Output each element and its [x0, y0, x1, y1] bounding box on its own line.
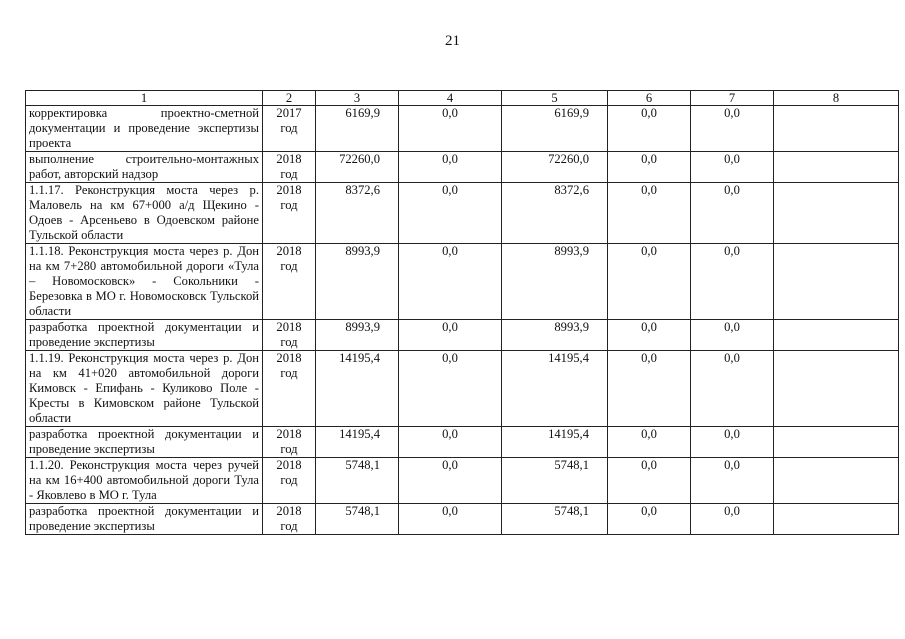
row-description: разработка проектной документации и проведение экспертизы	[26, 427, 263, 458]
row-value-col-7: 0,0	[691, 427, 774, 458]
row-value-col-6: 0,0	[608, 183, 691, 244]
row-value-col-3: 8993,9	[316, 244, 399, 320]
row-value-col-7: 0,0	[691, 351, 774, 427]
row-value-col-3: 14195,4	[316, 427, 399, 458]
row-year: 2018	[276, 458, 302, 472]
table-header-row	[26, 91, 899, 106]
row-value-col-3: 14195,4	[316, 351, 399, 427]
row-period	[263, 458, 316, 504]
table-row	[26, 152, 899, 183]
row-value-col-5: 5748,1	[502, 504, 608, 535]
row-year-unit: год	[280, 366, 298, 380]
column-header-4: 4	[399, 91, 502, 106]
row-description: разработка проектной документации и проведение экспертизы	[26, 320, 263, 351]
row-value-col-8	[774, 504, 899, 535]
row-value-col-8	[774, 427, 899, 458]
column-header-7: 7	[691, 91, 774, 106]
table-row	[26, 320, 899, 351]
row-value-col-4: 0,0	[399, 183, 502, 244]
row-period	[263, 106, 316, 152]
row-year-unit: год	[280, 121, 298, 135]
row-value-col-3: 6169,9	[316, 106, 399, 152]
row-value-col-5: 14195,4	[502, 351, 608, 427]
row-value-col-4: 0,0	[399, 244, 502, 320]
table-row	[26, 504, 899, 535]
table-row	[26, 351, 899, 427]
row-year-unit: год	[280, 167, 298, 181]
row-year: 2018	[276, 183, 302, 197]
row-year: 2018	[276, 244, 302, 258]
row-value-col-8	[774, 320, 899, 351]
row-value-col-3: 8993,9	[316, 320, 399, 351]
row-description: 1.1.17. Реконструкция моста через р. Маловель на км 67+000 а/д Щекино - Одоев - Арсеньево в Одоевском районе Тульской области	[26, 183, 263, 244]
row-value-col-4: 0,0	[399, 458, 502, 504]
row-value-col-5: 14195,4	[502, 427, 608, 458]
row-value-col-6: 0,0	[608, 427, 691, 458]
row-year-unit: год	[280, 259, 298, 273]
row-value-col-5: 6169,9	[502, 106, 608, 152]
row-value-col-8	[774, 106, 899, 152]
row-value-col-6: 0,0	[608, 152, 691, 183]
row-period	[263, 351, 316, 427]
row-value-col-4: 0,0	[399, 427, 502, 458]
row-value-col-4: 0,0	[399, 320, 502, 351]
row-value-col-8	[774, 458, 899, 504]
row-year: 2018	[276, 427, 302, 441]
row-year-unit: год	[280, 198, 298, 212]
row-value-col-5: 5748,1	[502, 458, 608, 504]
page-number: 21	[445, 33, 460, 49]
row-value-col-8	[774, 152, 899, 183]
row-description: 1.1.19. Реконструкция моста через р. Дон на км 41+020 автомобильной дороги Кимовск - Епифань - Куликово Поле - Кресты в Кимовском районе Тульской области	[26, 351, 263, 427]
row-value-col-5: 72260,0	[502, 152, 608, 183]
column-header-5: 5	[502, 91, 608, 106]
table-row	[26, 244, 899, 320]
row-year-unit: год	[280, 473, 298, 487]
row-value-col-7: 0,0	[691, 152, 774, 183]
row-description: 1.1.18. Реконструкция моста через р. Дон на км 7+280 автомобильной дороги «Тула – Новомосковск» - Сокольники - Березовка в МО г. Новомосковск Тульской области	[26, 244, 263, 320]
row-year-unit: год	[280, 519, 298, 533]
column-header-2: 2	[263, 91, 316, 106]
budget-table	[25, 90, 899, 535]
row-value-col-5: 8372,6	[502, 183, 608, 244]
row-year: 2018	[276, 320, 302, 334]
row-value-col-6: 0,0	[608, 320, 691, 351]
row-value-col-8	[774, 183, 899, 244]
row-value-col-4: 0,0	[399, 351, 502, 427]
row-value-col-4: 0,0	[399, 504, 502, 535]
row-value-col-7: 0,0	[691, 244, 774, 320]
row-value-col-6: 0,0	[608, 351, 691, 427]
table-row	[26, 183, 899, 244]
row-period	[263, 244, 316, 320]
row-value-col-6: 0,0	[608, 458, 691, 504]
row-value-col-8	[774, 244, 899, 320]
row-description: 1.1.20. Реконструкция моста через ручей на км 16+400 автомобильной дороги Тула - Яковлево в МО г. Тула	[26, 458, 263, 504]
row-year: 2017	[276, 106, 302, 120]
table-row	[26, 106, 899, 152]
row-description: разработка проектной документации и проведение экспертизы	[26, 504, 263, 535]
row-year-unit: год	[280, 335, 298, 349]
column-header-3: 3	[316, 91, 399, 106]
row-period	[263, 427, 316, 458]
row-value-col-3: 8372,6	[316, 183, 399, 244]
row-value-col-7: 0,0	[691, 458, 774, 504]
row-value-col-7: 0,0	[691, 504, 774, 535]
table-row	[26, 427, 899, 458]
row-value-col-3: 5748,1	[316, 504, 399, 535]
row-value-col-3: 5748,1	[316, 458, 399, 504]
row-period	[263, 183, 316, 244]
row-value-col-6: 0,0	[608, 244, 691, 320]
row-value-col-6: 0,0	[608, 106, 691, 152]
row-value-col-7: 0,0	[691, 320, 774, 351]
row-value-col-4: 0,0	[399, 152, 502, 183]
row-period	[263, 152, 316, 183]
row-year-unit: год	[280, 442, 298, 456]
table-row	[26, 458, 899, 504]
row-value-col-8	[774, 351, 899, 427]
column-header-6: 6	[608, 91, 691, 106]
row-year: 2018	[276, 152, 302, 166]
column-header-8: 8	[774, 91, 899, 106]
row-value-col-5: 8993,9	[502, 244, 608, 320]
row-value-col-5: 8993,9	[502, 320, 608, 351]
row-description: выполнение строительно-монтажных работ, авторский надзор	[26, 152, 263, 183]
row-description: корректировка проектно-сметной документации и проведение экспертизы проекта	[26, 106, 263, 152]
row-value-col-3: 72260,0	[316, 152, 399, 183]
column-header-1: 1	[26, 91, 263, 106]
row-value-col-7: 0,0	[691, 183, 774, 244]
row-value-col-4: 0,0	[399, 106, 502, 152]
row-value-col-7: 0,0	[691, 106, 774, 152]
row-year: 2018	[276, 351, 302, 365]
row-year: 2018	[276, 504, 302, 518]
row-period	[263, 320, 316, 351]
row-value-col-6: 0,0	[608, 504, 691, 535]
row-period	[263, 504, 316, 535]
